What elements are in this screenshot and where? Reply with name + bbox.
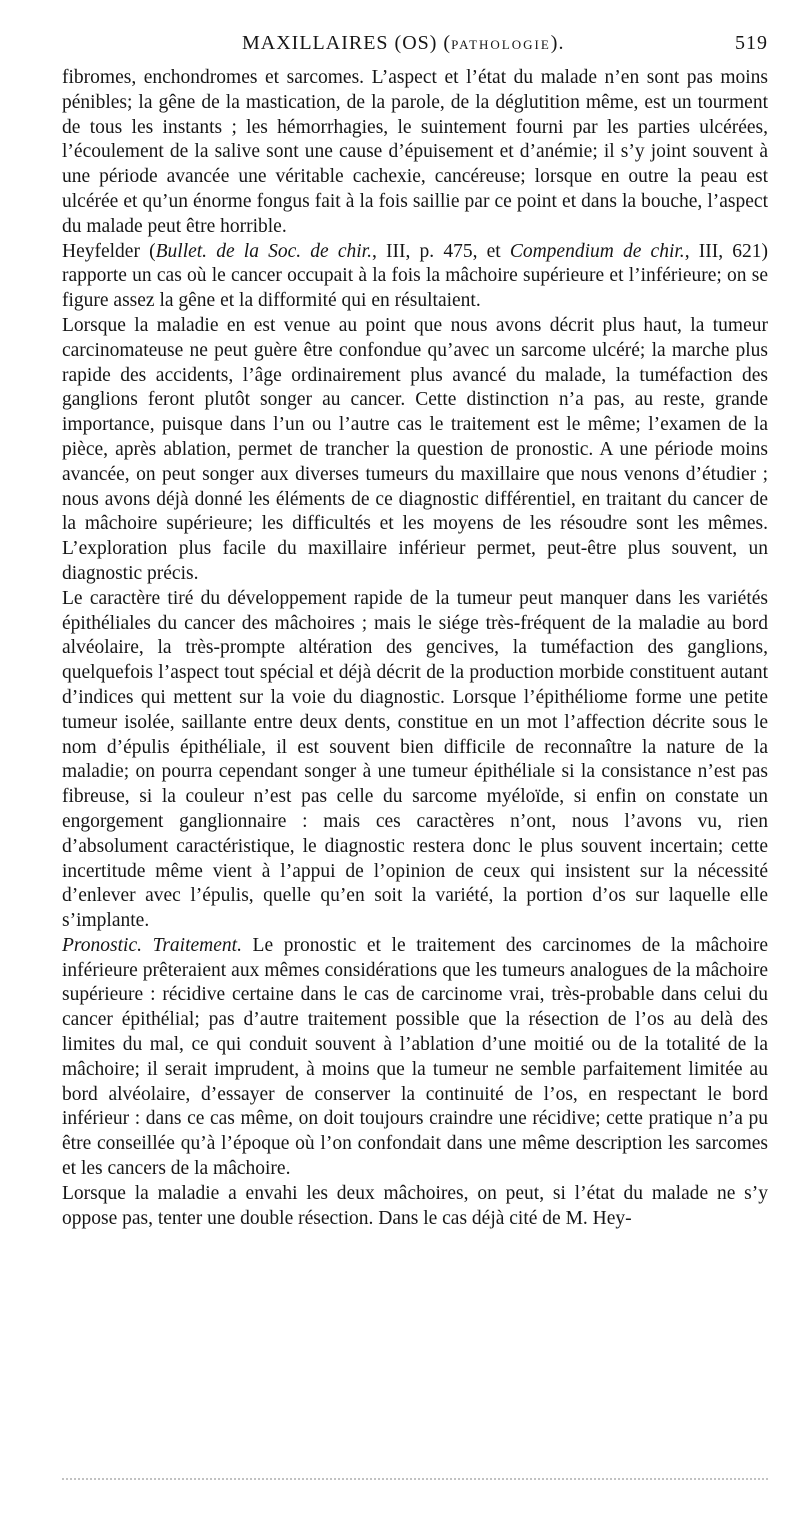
paragraph-text: fibromes, enchondromes et sarcomes. L’aspect et l’état du malade n’en sont pas moins pénibles; la gêne de la mastication, de la parole, de la déglutition même, est un tourment de tous les instants ; les hémorrhagies, le suintement fourni par les parties ulcérées, l’écoulement de la salive sont une cause d’épuisement et d’anémie; il s’y joint souvent à une période avancée une véritable cachexie, cancéreuse; lorsque en outre la peau est ulcérée et qu’un énorme fongus fait à la fois saillie par ce point et dans la bouche, l’aspect du malade peut être horrible.	[62, 67, 768, 237]
paragraph-text: Le pronostic et le traitement des carcinomes de la mâchoire inférieure prêteraient aux mêmes considérations que les tumeurs analogues de la mâchoire supérieure : récidive certaine dans le cas de carcinome vrai, très-probable dans celui du cancer épithélial; pas d’autre traitement possible que la résection de l’os au delà des limites du mal, ce qui conduit souvent à l’ablation d’une moitié ou de la totalité de la mâchoire; il serait imprudent, à moins que la tumeur ne semble parfaitement limitée au bord alvéolaire, d’essayer de conserver la continuité de l’os, en respectant le bord inférieur : dans ce cas même, on doit toujours craindre une récidive; cette pratique n’a pu être conseillée qu’à l’époque où l’on confondait dans une même description les sarcomes et les cancers de la mâchoire.	[62, 934, 768, 1180]
paragraph-text: Lorsque la maladie en est venue au point que nous avons décrit plus haut, la tumeur carcinomateuse ne peut guère être confondue qu’avec un sarcome ulcéré; la marche plus rapide des accidents, l’âge ordinairement plus avancé du malade, la tuméfaction des ganglions feront plutôt songer au cancer. Cette distinction n’a pas, au reste, grande importance, puisque dans l’un ou l’autre cas le traitement est le même; l’examen de la pièce, après ablation, permet de trancher la question de pronostic. A une période moins avancée, on peut songer aux diverses tumeurs du maxillaire que nous venons d’étudier ; nous avons déjà donné les éléments de ce diagnostic différentiel, en traitant du cancer de la mâchoire supérieure; les difficultés et les moyens de les résoudre sont les mêmes. L’exploration plus facile du maxillaire inférieur permet, peut-être plus souvent, un diagnostic précis.	[62, 314, 768, 584]
header-title-main: MAXILLAIRES (OS) (	[242, 32, 452, 54]
paragraph-p1	[62, 66, 768, 240]
footer-rule	[62, 1478, 768, 1486]
paragraph-p5	[62, 934, 768, 1182]
paragraph-p4	[62, 587, 768, 934]
header-title	[242, 32, 564, 55]
paragraph-p6	[62, 1182, 768, 1232]
paragraph-text: Heyfelder (	[62, 240, 156, 262]
paragraph-text: Compendium de chir.	[509, 240, 685, 262]
header-title-end: ).	[550, 32, 565, 54]
paragraph-text: Le caractère tiré du développement rapide de la tumeur peut manquer dans les variétés épithéliales du cancer des mâchoires ; mais le siége très-fréquent de la maladie au bord alvéolaire, la très-prompte altération des gencives, la tuméfaction des ganglions, quelquefois l’aspect tout spécial et déjà décrit de la production morbide constituent autant d’indices qui mettent sur la voie du diagnostic. Lorsque l’épithéliome forme une petite tumeur isolée, saillante entre deux dents, constitue en un mot l’affection décrite sous le nom d’épulis épithéliale, il est souvent bien difficile de reconnaître la nature de la maladie; on pourra cependant songer à une tumeur épithéliale si la consistance n’est pas fibreuse, si la couleur n’est pas celle du sarcome myéloïde, si enfin on constate un engorgement ganglionnaire : mais ces caractères n’ont, nous l’avons vu, rien d’absolument caractéristique, le diagnostic restera donc le plus souvent incertain; cette incertitude même vient à l’appui de l’opinion de ceux qui insistent sur la nécessité d’enlever avec l’épulis, quelle qu’en soit la variété, la portion d’os sur laquelle elle s’implante.	[62, 587, 768, 932]
paragraph-text: Bullet. de la Soc. de chir.	[155, 240, 372, 262]
body-text	[62, 66, 768, 1231]
paragraph-text: Pronostic. Traitement.	[62, 934, 242, 956]
paragraph-p2	[62, 240, 768, 314]
running-header	[62, 22, 768, 62]
header-title-small: PATHOLOGIE	[451, 37, 551, 52]
paragraph-text: , III, p. 475, et	[371, 240, 510, 262]
paragraph-p3	[62, 314, 768, 587]
page-number: 519	[735, 32, 768, 54]
paragraph-text: Lorsque la maladie a envahi les deux mâchoires, on peut, si l’état du malade ne s’y oppose pas, tenter une double résection. Dans le cas déjà cité de M. Hey-	[62, 1182, 768, 1229]
paragraph-text: , III, 621) rapporte un cas où le cancer occupait à la fois la mâchoire supérieure et l’inférieure; on se figure assez la gêne et la difformité qui en résultaient.	[62, 240, 768, 312]
